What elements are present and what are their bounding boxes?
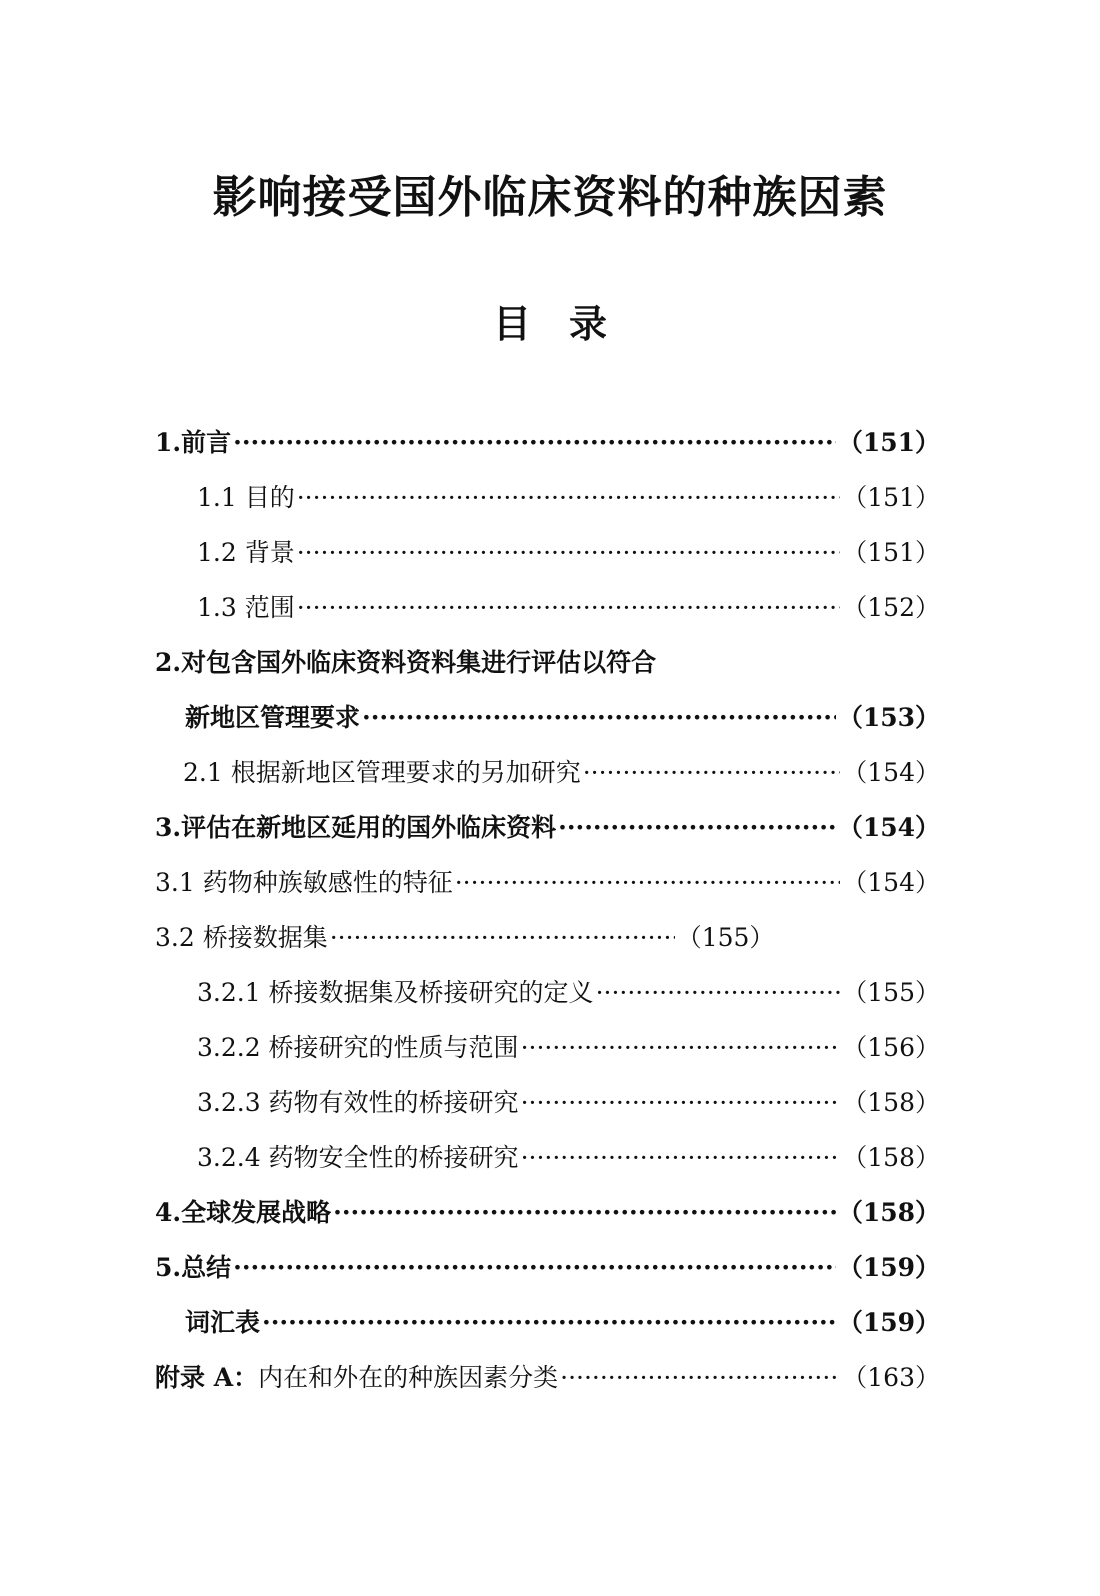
toc-entry-label: 1.1 目的 (197, 482, 295, 512)
toc-entry-label: 词汇表 (185, 1307, 261, 1337)
dot-leader (297, 593, 841, 623)
dot-leader (521, 1088, 841, 1118)
toc-entry-page: （159） (837, 1307, 940, 1337)
dot-leader (558, 813, 836, 843)
toc-entry-appendix-a[interactable] (155, 1350, 940, 1405)
dot-leader (583, 758, 841, 788)
toc-entry-1-2[interactable] (155, 525, 940, 580)
dot-leader (521, 1033, 841, 1063)
toc-entry-page: （151） (837, 427, 940, 457)
dot-leader (596, 978, 841, 1008)
toc-entry-label: 3.评估在新地区延用的国外临床资料 (155, 812, 557, 842)
toc-entry-label: 1.3 范围 (197, 592, 295, 622)
toc-entry-label: 新地区管理要求 (185, 702, 361, 732)
dot-leader (297, 538, 841, 568)
dot-leader (297, 483, 841, 513)
toc-entry-label: 1.前言 (155, 427, 232, 457)
toc-entry-page: （155） (676, 922, 775, 952)
toc-entry-prefix: 附录 A： (155, 1362, 259, 1392)
toc-entry-2-1[interactable] (155, 745, 940, 800)
toc-entry-page: （159） (837, 1252, 940, 1282)
toc-entry-page: （151） (842, 482, 940, 512)
toc-entry-page: （156） (842, 1032, 940, 1062)
toc-entry-4[interactable] (155, 1185, 940, 1240)
toc-entry-1-1[interactable] (155, 470, 940, 525)
toc-entry-label: 1.2 背景 (197, 537, 295, 567)
toc-entry-page: （153） (837, 702, 940, 732)
toc-entry-5[interactable] (155, 1240, 940, 1295)
document-title: 影响接受国外临床资料的种族因素 (212, 172, 888, 223)
toc-entry-3-2-2[interactable] (155, 1020, 940, 1075)
toc-entry-page: （163） (842, 1362, 940, 1392)
toc-entry-page: （158） (842, 1142, 940, 1172)
dot-leader (455, 868, 841, 898)
toc-entry-label: 4.全球发展战略 (155, 1197, 332, 1227)
toc-entry-2[interactable] (155, 635, 940, 690)
toc-entry-label: 3.2.3 药物有效性的桥接研究 (197, 1087, 519, 1117)
toc-entry-3-2[interactable] (155, 910, 940, 965)
toc-entry-2-cont[interactable] (155, 690, 940, 745)
toc-entry-label: 3.1 药物种族敏感性的特征 (155, 867, 453, 897)
toc-entry-label: 3.2.2 桥接研究的性质与范围 (197, 1032, 519, 1062)
dot-leader (333, 1198, 836, 1228)
toc-entry-label: 2.对包含国外临床资料资料集进行评估以符合 (155, 647, 657, 677)
toc-entry-label: 内在和外在的种族因素分类 (258, 1362, 559, 1392)
toc-entry-label: 2.1 根据新地区管理要求的另加研究 (183, 757, 581, 787)
dot-leader (330, 923, 675, 953)
toc-entry-page: （151） (842, 537, 940, 567)
toc-entry-glossary[interactable] (155, 1295, 940, 1350)
toc-heading: 目 录 (492, 301, 607, 346)
dot-leader (233, 1253, 836, 1283)
toc-entry-3-1[interactable] (155, 855, 940, 910)
toc-entry-page: （155） (842, 977, 940, 1007)
toc-entry-page: （158） (837, 1197, 940, 1227)
toc-entry-page: （152） (842, 592, 940, 622)
toc-entry-page: （154） (842, 867, 940, 897)
dot-leader (262, 1308, 836, 1338)
toc-entry-label: 3.2.4 药物安全性的桥接研究 (197, 1142, 519, 1172)
toc-entry-label: 3.2.1 桥接数据集及桥接研究的定义 (197, 977, 594, 1007)
toc-entry-page: （158） (842, 1087, 940, 1117)
toc-entry-3-2-1[interactable] (155, 965, 940, 1020)
dot-leader (560, 1363, 840, 1393)
toc-entry-3-2-4[interactable] (155, 1130, 940, 1185)
toc-entry-label: 5.总结 (155, 1252, 232, 1282)
toc-entry-3-2-3[interactable] (155, 1075, 940, 1130)
dot-leader (362, 703, 836, 733)
dot-leader (233, 428, 836, 458)
toc-entry-1-3[interactable] (155, 580, 940, 635)
toc-entry-label: 3.2 桥接数据集 (155, 922, 328, 952)
dot-leader (521, 1143, 841, 1173)
table-of-contents (155, 415, 940, 1405)
toc-entry-3[interactable] (155, 800, 940, 855)
toc-entry-page: （154） (842, 757, 940, 787)
toc-entry-page: （154） (837, 812, 940, 842)
toc-entry-1[interactable] (155, 415, 940, 470)
